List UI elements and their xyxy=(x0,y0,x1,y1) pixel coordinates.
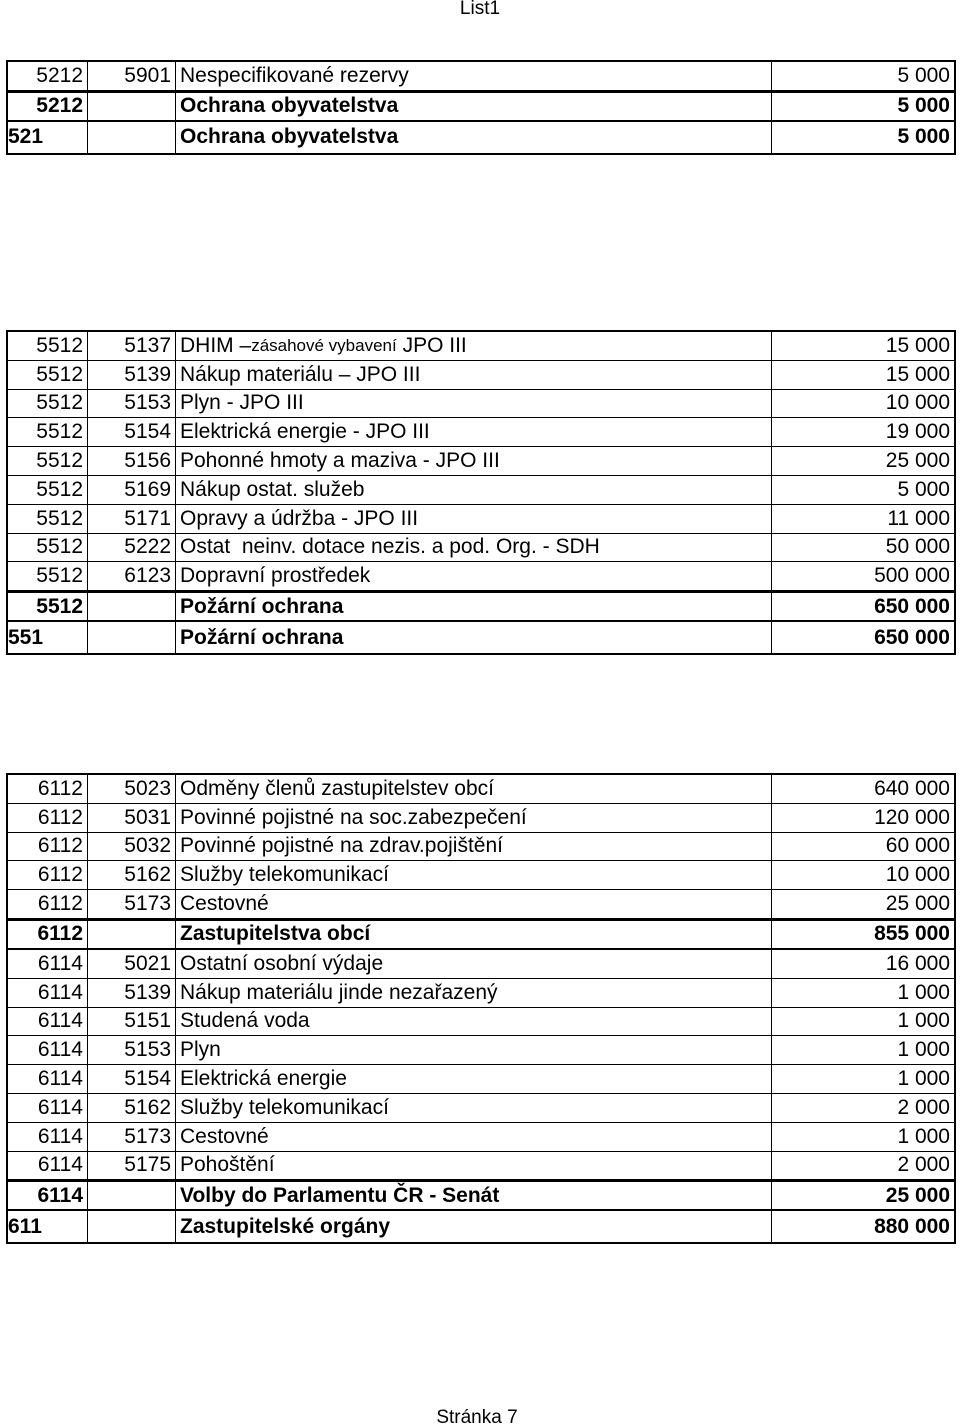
text-cell: Ochrana obyvatelstva xyxy=(176,93,772,120)
table-row xyxy=(8,1094,954,1123)
text-cell: Nákup ostat. služeb xyxy=(176,476,772,504)
amount-cell: 1 000 xyxy=(897,1009,950,1033)
text-cell: Nákup materiálu – JPO III xyxy=(176,361,772,389)
item-cell: 5156 xyxy=(88,447,176,475)
text-cell: Opravy a údržba - JPO III xyxy=(176,505,772,533)
item-cell: 5175 xyxy=(88,1152,176,1180)
amount-cell: 880 000 xyxy=(874,1214,950,1238)
table-row xyxy=(8,890,954,919)
table-row xyxy=(8,1123,954,1152)
item-cell: 5139 xyxy=(88,361,176,389)
amount-cell: 2 000 xyxy=(897,1153,950,1177)
text-cell: Odměny členů zastupitelstev obcí xyxy=(176,775,772,803)
item-cell: 5153 xyxy=(88,1036,176,1064)
item-cell xyxy=(88,921,176,948)
text-cell: Plyn - JPO III xyxy=(176,390,772,418)
text-cell: Cestovné xyxy=(176,1123,772,1151)
text-cell: Nákup materiálu jinde nezařazený xyxy=(176,979,772,1007)
text-cell: Pohonné hmoty a maziva - JPO III xyxy=(176,447,772,475)
amount-cell: 650 000 xyxy=(874,594,950,618)
item-cell: 6123 xyxy=(88,562,176,590)
text-cell: Povinné pojistné na zdrav.pojištění xyxy=(176,833,772,861)
item-cell xyxy=(88,93,176,120)
table-row xyxy=(8,447,954,476)
text-cell: Zastupitelské orgány xyxy=(176,1211,772,1242)
amount-cell: 60 000 xyxy=(885,834,950,858)
amount-cell: 5 000 xyxy=(897,125,950,149)
paragraph-cell: 6114 xyxy=(8,1036,88,1064)
text-cell: Zastupitelstva obcí xyxy=(176,921,772,948)
amount-cell: 10 000 xyxy=(885,391,950,415)
table-block-zastupitelske-organy xyxy=(6,773,956,1244)
text-cell: Nespecifikované rezervy xyxy=(176,62,772,90)
amount-cell: 19 000 xyxy=(885,420,950,444)
text-cell: Volby do Parlamentu ČR - Senát xyxy=(176,1182,772,1209)
table-row xyxy=(8,562,954,591)
paragraph-cell: 5512 xyxy=(8,447,88,475)
table-row xyxy=(8,361,954,390)
amount-cell: 1 000 xyxy=(897,1067,950,1091)
item-cell xyxy=(88,1182,176,1209)
paragraph-cell: 6114 xyxy=(8,1008,88,1036)
total-row xyxy=(8,122,954,153)
amount-cell: 11 000 xyxy=(887,506,950,530)
paragraph-cell: 5512 xyxy=(8,418,88,446)
text-cell: Studená voda xyxy=(176,1008,772,1036)
item-cell xyxy=(88,122,176,153)
item-cell: 5032 xyxy=(88,833,176,861)
table-row xyxy=(8,833,954,862)
item-cell: 5154 xyxy=(88,1065,176,1093)
item-cell: 5021 xyxy=(88,950,176,978)
paragraph-cell: 6114 xyxy=(8,1094,88,1122)
paragraph-cell: 5512 xyxy=(8,562,88,590)
amount-cell: 15 000 xyxy=(885,362,950,386)
paragraph-cell: 6112 xyxy=(8,921,88,948)
table-row xyxy=(8,804,954,833)
amount-cell: 10 000 xyxy=(885,863,950,887)
amount-cell: 2 000 xyxy=(897,1095,950,1119)
amount-cell: 640 000 xyxy=(874,776,950,800)
text-part: DHIM – xyxy=(180,333,252,357)
item-cell: 5222 xyxy=(88,534,176,562)
amount-cell: 5 000 xyxy=(897,94,950,118)
paragraph-cell: 6112 xyxy=(8,833,88,861)
table-row xyxy=(8,950,954,979)
amount-cell: 16 000 xyxy=(885,951,950,975)
text-cell: Požární ochrana xyxy=(176,622,772,653)
table-row xyxy=(8,62,954,91)
paragraph-cell: 6112 xyxy=(8,775,88,803)
table-row xyxy=(8,390,954,419)
text-cell: Ostat neinv. dotace nezis. a pod. Org. - SDH xyxy=(176,534,772,562)
total-row xyxy=(8,1211,954,1242)
amount-cell: 25 000 xyxy=(885,892,950,916)
paragraph-cell: 6112 xyxy=(8,890,88,918)
paragraph-cell: 5512 xyxy=(8,505,88,533)
text-cell: Pohoštění xyxy=(176,1152,772,1180)
amount-cell: 5 000 xyxy=(897,63,950,87)
item-cell xyxy=(88,1211,176,1242)
text-cell: Ostatní osobní výdaje xyxy=(176,950,772,978)
item-cell xyxy=(88,593,176,620)
table-row xyxy=(8,332,954,361)
table-row xyxy=(8,1008,954,1037)
table-row xyxy=(8,505,954,534)
item-cell xyxy=(88,622,176,653)
amount-cell: 500 000 xyxy=(874,564,950,588)
subtotal-row xyxy=(8,919,954,950)
amount-cell: 1 000 xyxy=(897,1038,950,1062)
amount-cell: 650 000 xyxy=(874,625,950,649)
paragraph-cell: 611 xyxy=(8,1211,88,1242)
text-part: JPO III xyxy=(396,333,467,357)
item-cell: 5173 xyxy=(88,890,176,918)
item-cell: 5169 xyxy=(88,476,176,504)
subtotal-row xyxy=(8,591,954,622)
paragraph-cell: 5512 xyxy=(8,593,88,620)
paragraph-cell: 5512 xyxy=(8,390,88,418)
table-row xyxy=(8,979,954,1008)
item-cell: 5162 xyxy=(88,861,176,889)
table-row xyxy=(8,418,954,447)
table-block-ochrana xyxy=(6,60,956,155)
paragraph-cell: 5212 xyxy=(8,93,88,120)
paragraph-cell: 5512 xyxy=(8,534,88,562)
table-block-pozarni-ochrana xyxy=(6,330,956,655)
text-cell: Elektrická energie xyxy=(176,1065,772,1093)
text-cell: Plyn xyxy=(176,1036,772,1064)
paragraph-cell: 5512 xyxy=(8,332,88,360)
paragraph-cell: 551 xyxy=(8,622,88,653)
text-cell: Požární ochrana xyxy=(176,593,772,620)
item-cell: 5139 xyxy=(88,979,176,1007)
amount-cell: 15 000 xyxy=(885,333,950,357)
sheet-title: List1 xyxy=(459,0,501,19)
paragraph-cell: 5212 xyxy=(8,62,88,90)
amount-cell: 1 000 xyxy=(897,1124,950,1148)
amount-cell: 25 000 xyxy=(885,1183,950,1207)
table-row xyxy=(8,1036,954,1065)
paragraph-cell: 6114 xyxy=(8,950,88,978)
subtotal-row xyxy=(8,1180,954,1211)
text-cell: Služby telekomunikací xyxy=(176,1094,772,1122)
paragraph-cell: 6114 xyxy=(8,1123,88,1151)
paragraph-cell: 6114 xyxy=(8,1182,88,1209)
item-cell: 5153 xyxy=(88,390,176,418)
table-row xyxy=(8,534,954,563)
amount-cell: 855 000 xyxy=(874,922,950,946)
item-cell: 5171 xyxy=(88,505,176,533)
text-part-small: zásahové vybavení xyxy=(251,335,397,355)
item-cell: 5137 xyxy=(88,332,176,360)
table-row xyxy=(8,476,954,505)
subtotal-row xyxy=(8,91,954,122)
page-footer: Stránka 7 xyxy=(436,1407,518,1428)
paragraph-cell: 6114 xyxy=(8,1065,88,1093)
paragraph-cell: 5512 xyxy=(8,476,88,504)
amount-cell: 50 000 xyxy=(885,535,950,559)
table-row xyxy=(8,775,954,804)
item-cell: 5154 xyxy=(88,418,176,446)
item-cell: 5901 xyxy=(88,62,176,90)
paragraph-cell: 6114 xyxy=(8,1152,88,1180)
paragraph-cell: 521 xyxy=(8,122,88,153)
text-cell: Dopravní prostředek xyxy=(176,562,772,590)
item-cell: 5173 xyxy=(88,1123,176,1151)
amount-cell: 5 000 xyxy=(897,477,950,501)
paragraph-cell: 5512 xyxy=(8,361,88,389)
paragraph-cell: 6112 xyxy=(8,861,88,889)
table-row xyxy=(8,1152,954,1181)
text-cell: Cestovné xyxy=(176,890,772,918)
item-cell: 5023 xyxy=(88,775,176,803)
table-row xyxy=(8,861,954,890)
table-row xyxy=(8,1065,954,1094)
text-cell: Povinné pojistné na soc.zabezpečení xyxy=(176,804,772,832)
text-cell: Služby telekomunikací xyxy=(176,861,772,889)
total-row xyxy=(8,622,954,653)
text-cell: Ochrana obyvatelstva xyxy=(176,122,772,153)
text-cell xyxy=(176,332,772,360)
paragraph-cell: 6112 xyxy=(8,804,88,832)
amount-cell: 25 000 xyxy=(885,449,950,473)
amount-cell: 120 000 xyxy=(874,805,950,829)
item-cell: 5162 xyxy=(88,1094,176,1122)
amount-cell: 1 000 xyxy=(897,980,950,1004)
item-cell: 5151 xyxy=(88,1008,176,1036)
paragraph-cell: 6114 xyxy=(8,979,88,1007)
item-cell: 5031 xyxy=(88,804,176,832)
text-cell: Elektrická energie - JPO III xyxy=(176,418,772,446)
